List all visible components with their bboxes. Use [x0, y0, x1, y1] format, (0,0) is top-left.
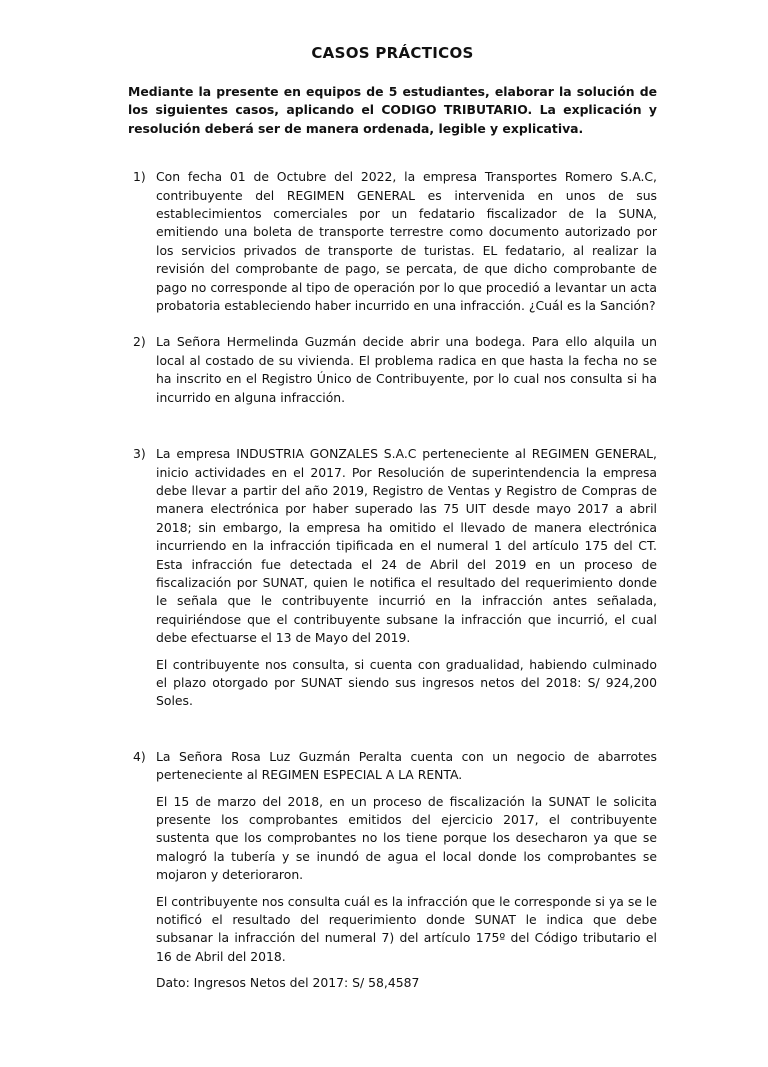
case-paragraph: La Señora Rosa Luz Guzmán Peralta cuenta con un negocio de abarrotes perteneciente al REGIMEN ESPECIAL A LA RENTA. — [156, 748, 657, 783]
case-data-note: Dato: Ingresos Netos del 2017: S/ 58,4587 — [156, 975, 420, 991]
case-paragraph: La Señora Hermelinda Guzmán decide abrir una bodega. Para ello alquila un local al costado de su vivienda. El problema radica en que hasta la fecha no se ha inscrito en el Registro Único de Contribuyente, por lo cual nos consulta si ha incurrido en alguna infracción. — [156, 334, 657, 405]
case-item-3 — [128, 445, 657, 711]
case-item-1 — [128, 168, 657, 315]
case-paragraph: El 15 de marzo del 2018, en un proceso de fiscalización la SUNAT le solicita presente los comprobantes emitidos del ejercicio 2017, el contribuyente sustenta que los comprobantes no los tiene porque los desecharon ya que se malogró la tubería y se inundó de agua el local donde los comprobantes se mojaron y deterioraron. — [156, 793, 657, 883]
case-list — [128, 168, 657, 992]
case-number: 4) — [133, 748, 146, 764]
case-number: 2) — [133, 334, 146, 350]
case-item-4 — [128, 748, 657, 993]
document-title: CASOS PRÁCTICOS — [311, 44, 474, 62]
case-paragraph: Con fecha 01 de Octubre del 2022, la empresa Transportes Romero S.A.C, contribuyente del REGIMEN GENERAL es intervenida en unos de sus establecimientos comerciales por un fedatario fiscalizador de la SUNA, emitiendo una boleta de transporte terrestre como documento autorizado por los servicios privados de transporte de turistas. EL fedatario, al realizar la revisión del comprobante de pago, se percata, de que dicho comprobante de pago no corresponde al tipo de operación por lo que procedió a levantar un acta probatoria estableciendo haber incurrido en una infracción. ¿Cuál es la Sanción? — [156, 169, 657, 314]
case-paragraph: El contribuyente nos consulta cuál es la infracción que le corresponde si ya se le notificó el resultado del requerimiento donde SUNAT le indica que debe subsanar la infracción del numeral 7) del artículo 175º del Código tributario el 16 de Abril del 2018. — [156, 893, 657, 964]
document-page — [0, 43, 768, 1067]
case-paragraph: El contribuyente nos consulta, si cuenta con gradualidad, habiendo culminado el plazo otorgado por SUNAT siendo sus ingresos netos del 2018: S/ 924,200 Soles. — [156, 656, 657, 709]
case-item-2 — [128, 333, 657, 407]
intro-instructions: Mediante la presente en equipos de 5 estudiantes, elaborar la solución de los siguientes casos, aplicando el CODIGO TRIBUTARIO. La explicación y resolución deberá ser de manera ordenada, legible y explicativa. — [128, 84, 657, 136]
case-number: 3) — [133, 446, 146, 462]
case-number: 1) — [133, 169, 146, 185]
case-paragraph: La empresa INDUSTRIA GONZALES S.A.C perteneciente al REGIMEN GENERAL, inicio actividades en el 2017. Por Resolución de superintendencia la empresa debe llevar a partir del año 2019, Registro de Ventas y Registro de Compras de manera electrónica por haber superado las 75 UIT desde mayo 2017 a abril 2018; sin embargo, la empresa ha omitido el llevado de manera electrónica incurriendo en la infracción tipificada en el numeral 1 del artículo 175 del CT. Esta infracción fue detectada el 24 de Abril del 2019 en un proceso de fiscalización por SUNAT, quien le notifica el resultado del requerimiento donde le señala que le contribuyente incurrió en la infracción antes señalada, requiriéndose que el contribuyente subsane la infracción que incurrió, el cual debe efectuarse el 13 de Mayo del 2019. — [156, 446, 657, 646]
